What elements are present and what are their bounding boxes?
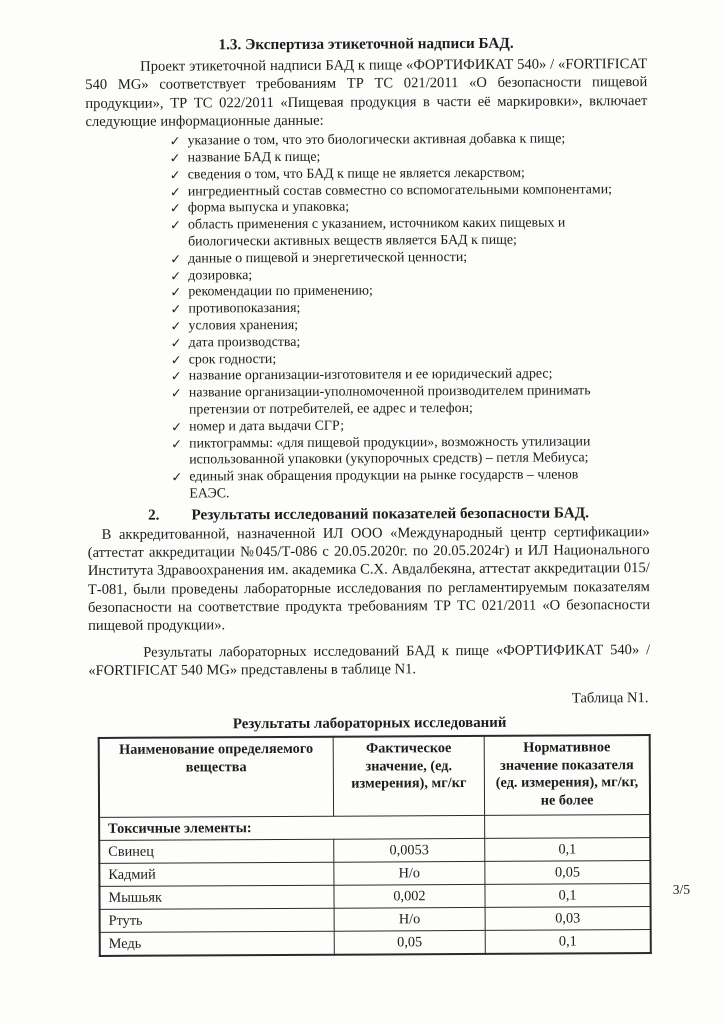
table-row: [99, 884, 650, 910]
substance-name: Свинец: [99, 840, 333, 864]
table-row: [100, 907, 651, 933]
checklist-item-text: дозировка;: [188, 267, 253, 284]
section-2-number: 2.: [147, 506, 160, 524]
check-icon: ✓: [170, 385, 182, 401]
checklist-item-text: название организации-уполномоченной производителем принимать претензии от потребителей, ее адрес и телефон;: [188, 383, 591, 418]
table-row: [99, 838, 650, 864]
group-row-empty-cell: [485, 815, 650, 839]
table-title: Результаты лабораторных исследований: [232, 714, 507, 733]
actual-value: 0,0053: [333, 839, 485, 863]
check-icon: ✓: [169, 217, 181, 233]
page-content: [85, 33, 652, 957]
section-1-3-heading: 1.3. Экспертиза этикеточной надписи БАД.: [218, 34, 514, 54]
check-icon: ✓: [171, 419, 182, 435]
results-table: [98, 734, 652, 957]
checklist-item-text: срок годности;: [188, 351, 277, 368]
group-row-label: Токсичные элементы:: [99, 816, 485, 841]
check-icon: ✓: [169, 133, 181, 149]
normative-value: 0,1: [485, 838, 650, 862]
results-note: Результаты лабораторных исследований БАД к пище «ФОРТИФИКАТ 540» / «FORTIFICAT 540 MG» представлены в таблице N1.: [88, 641, 651, 679]
table-label: Таблица N1.: [571, 690, 649, 707]
page-number: 3/5: [672, 882, 690, 897]
checklist-item: [171, 383, 619, 419]
table-header-row: [99, 735, 650, 818]
actual-value: Н/о: [334, 908, 486, 932]
checklist-item-text: пиктограммы: «для пищевой продукции», возможность утилизации использованной упаковки (укупорочных средств) – петля Мебиуса;: [189, 433, 591, 468]
normative-value: 0,1: [485, 930, 650, 954]
checklist-item: [171, 467, 619, 503]
check-icon: ✓: [170, 284, 182, 300]
col-header-actual-value: Фактическое значение, (ед. измерения), мг/кг: [333, 736, 485, 817]
checklist-item-text: дата производства;: [188, 334, 301, 351]
check-icon: ✓: [170, 268, 182, 284]
check-icon: ✓: [170, 318, 182, 334]
checklist-item-text: форма выпуска и упаковка;: [187, 199, 350, 216]
actual-value: Н/о: [334, 862, 486, 886]
checklist-item-text: единый знак обращения продукции на рынке государств – членов ЕАЭС.: [189, 467, 579, 502]
substance-name: Ртуть: [100, 909, 334, 933]
check-icon: ✓: [171, 469, 183, 485]
check-icon: ✓: [171, 436, 183, 452]
checklist-item-text: название БАД к пище;: [187, 149, 321, 166]
section-2-title: Результаты исследований показателей безопасности БАД.: [191, 504, 590, 524]
substance-name: Медь: [100, 932, 334, 957]
col-header-normative-value: Нормативное значение показателя (ед. измерения), мг/кг, не более: [484, 735, 650, 816]
table-group-row: [99, 815, 650, 841]
checklist-item-text: область применения с указанием, источником каких пищевых и биологически активных веществ является БАД к пище;: [187, 215, 566, 250]
substance-name: Кадмий: [99, 863, 333, 887]
section-1-3-intro: Проект этикеточной надписи БАД к пище «ФОРТИФИКАТ 540» / «FORTIFICAT 540 MG» соответствует требованиям ТР ТС 021/2011 «О безопасности пищевой продукции», ТР ТС 022/2011 «Пищевая продукция в части её маркировки», включает следующие информационные данные:: [85, 56, 648, 130]
checklist-item-text: сведения о том, что БАД к пище не является лекарством;: [187, 165, 525, 183]
checklist-item-text: указание о том, что это биологически активная добавка к пище;: [187, 131, 566, 149]
check-icon: ✓: [170, 301, 182, 317]
substance-name: Мышьяк: [99, 886, 333, 910]
actual-value: 0,002: [334, 885, 486, 909]
check-icon: ✓: [170, 368, 182, 384]
check-icon: ✓: [169, 200, 181, 216]
checklist-item-text: номер и дата выдачи СГР;: [189, 418, 345, 435]
section-2-heading: [87, 503, 649, 525]
check-icon: ✓: [170, 251, 182, 267]
normative-value: 0,05: [485, 861, 650, 885]
check-icon: ✓: [170, 335, 182, 351]
check-icon: ✓: [170, 352, 182, 368]
checklist-item-text: рекомендации по применению;: [188, 283, 373, 300]
normative-value: 0,03: [485, 907, 650, 931]
checklist-item-text: ингредиентный состав совместно со вспомогательными компонентами;: [187, 181, 613, 200]
label-requirements-checklist: [86, 131, 650, 503]
checklist-item-text: данные о пищевой и энергетической ценности;: [188, 249, 468, 267]
col-header-substance: Наименование определяемого вещества: [99, 737, 334, 818]
check-icon: ✓: [169, 150, 181, 166]
normative-value: 0,1: [485, 884, 650, 908]
check-icon: ✓: [169, 184, 181, 200]
table-row: [100, 930, 651, 956]
table-row: [99, 861, 650, 887]
checklist-item: [170, 215, 618, 251]
checklist-item-text: условия хранения;: [188, 317, 299, 334]
checklist-item-text: название организации-изготовителя и ее юридический адрес;: [188, 366, 553, 384]
actual-value: 0,05: [334, 931, 486, 955]
section-2-body: В аккредитованной, назначенной ИЛ ООО «Международный центр сертификации» (аттестат аккредитации №045/Т-086 с 20.05.2020г. по 20.05.2024г) и ИЛ Национального Института Здравоохранения им. академика С.Х. Авдалбекяна, аттестат аккредитации 015/Т-081, были проведены лабораторные исследования по регламентируемым показателям безопасности на соответствие продукта требованиям ТР ТС 021/2011 «О безопасности пищевой продукции».: [87, 523, 651, 635]
check-icon: ✓: [169, 167, 181, 183]
checklist-item-text: противопоказания;: [188, 301, 301, 317]
checklist-item: [171, 434, 619, 470]
